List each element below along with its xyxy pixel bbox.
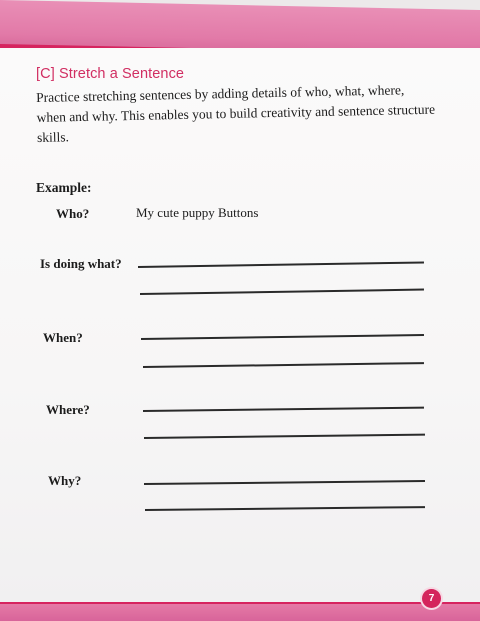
when-label: When? [43,330,83,345]
why-label: Why? [48,473,82,488]
bottom-decorative-band [0,604,480,621]
what-label: Is doing what? [40,256,122,271]
section-heading: [C] Stretch a Sentence [36,66,185,82]
who-label: Who? [56,206,90,221]
example-label: Example: [36,180,92,195]
who-answer: My cute puppy Buttons [136,205,259,220]
where-label: Where? [46,402,90,417]
section-instructions: Practice stretching sentences by adding details of who, what, where, when and why. This enables you to build creativity and sentence structure skills. [36,82,436,145]
page-number-badge: 7 [422,589,441,608]
